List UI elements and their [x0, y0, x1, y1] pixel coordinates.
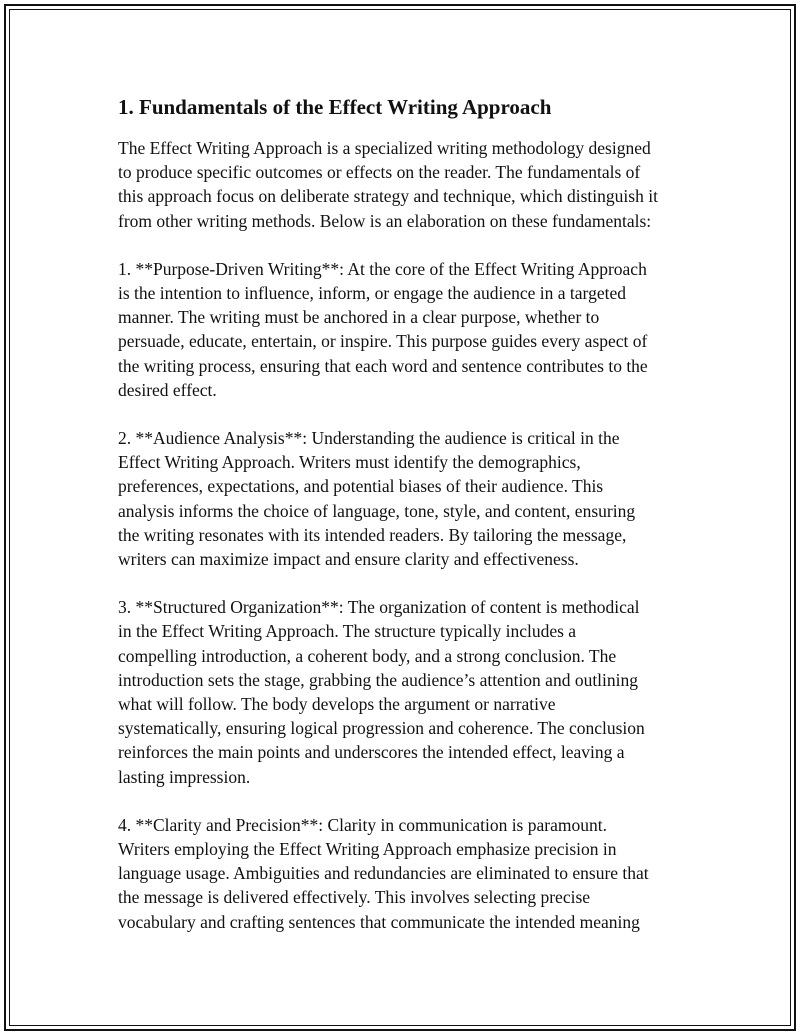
paragraph: [118, 813, 698, 934]
paragraph: [118, 257, 698, 402]
paragraph: [118, 426, 698, 571]
section-heading: 1. Fundamentals of the Effect Writing Approach: [118, 95, 552, 119]
text-line: persuade, educate, entertain, or inspire. This purpose guides every aspect of: [118, 331, 648, 352]
text-line: Writers employing the Effect Writing Approach emphasize precision in: [118, 839, 617, 860]
paragraph-list: [118, 136, 698, 934]
text-line: from other writing methods. Below is an elaboration on these fundamentals:: [118, 210, 652, 231]
text-line: 4. **Clarity and Precision**: Clarity in communication is paramount.: [118, 814, 607, 835]
text-line: in the Effect Writing Approach. The structure typically includes a: [118, 621, 577, 642]
text-line: writers can maximize impact and ensure clarity and effectiveness.: [118, 549, 579, 570]
text-line: compelling introduction, a coherent body, and a strong conclusion. The: [118, 645, 617, 666]
text-line: Effect Writing Approach. Writers must identify the demographics,: [118, 452, 581, 473]
document-body: [118, 92, 698, 958]
text-line: vocabulary and crafting sentences that communicate the intended meaning: [118, 911, 640, 932]
paragraph: [118, 136, 698, 233]
text-line: 2. **Audience Analysis**: Understanding the audience is critical in the: [118, 428, 620, 449]
paragraph: [118, 595, 698, 789]
text-line: lasting impression.: [118, 766, 251, 787]
text-line: systematically, ensuring logical progression and coherence. The conclusion: [118, 718, 645, 739]
text-line: is the intention to influence, inform, or engage the audience in a targeted: [118, 283, 626, 304]
text-line: 1. **Purpose-Driven Writing**: At the core of the Effect Writing Approach: [118, 258, 647, 279]
text-line: the writing process, ensuring that each word and sentence contributes to the: [118, 355, 648, 376]
text-line: reinforces the main points and underscores the intended effect, leaving a: [118, 742, 625, 763]
text-line: what will follow. The body develops the argument or narrative: [118, 694, 556, 715]
text-line: language usage. Ambiguities and redundancies are eliminated to ensure that: [118, 863, 649, 884]
text-line: analysis informs the choice of language, tone, style, and content, ensuring: [118, 500, 636, 521]
text-line: The Effect Writing Approach is a specialized writing methodology designed: [118, 138, 651, 158]
text-line: the writing resonates with its intended readers. By tailoring the message,: [118, 524, 627, 545]
text-line: desired effect.: [118, 379, 217, 400]
text-line: to produce specific outcomes or effects on the reader. The fundamentals of: [118, 162, 641, 183]
text-line: preferences, expectations, and potential biases of their audience. This: [118, 476, 604, 497]
text-line: this approach focus on deliberate strategy and technique, which distinguish it: [118, 186, 658, 207]
text-line: manner. The writing must be anchored in a clear purpose, whether to: [118, 307, 600, 328]
text-line: the message is delivered effectively. This involves selecting precise: [118, 887, 591, 908]
text-line: introduction sets the stage, grabbing the audience’s attention and outlining: [118, 669, 639, 690]
text-line: 3. **Structured Organization**: The organization of content is methodical: [118, 597, 640, 618]
